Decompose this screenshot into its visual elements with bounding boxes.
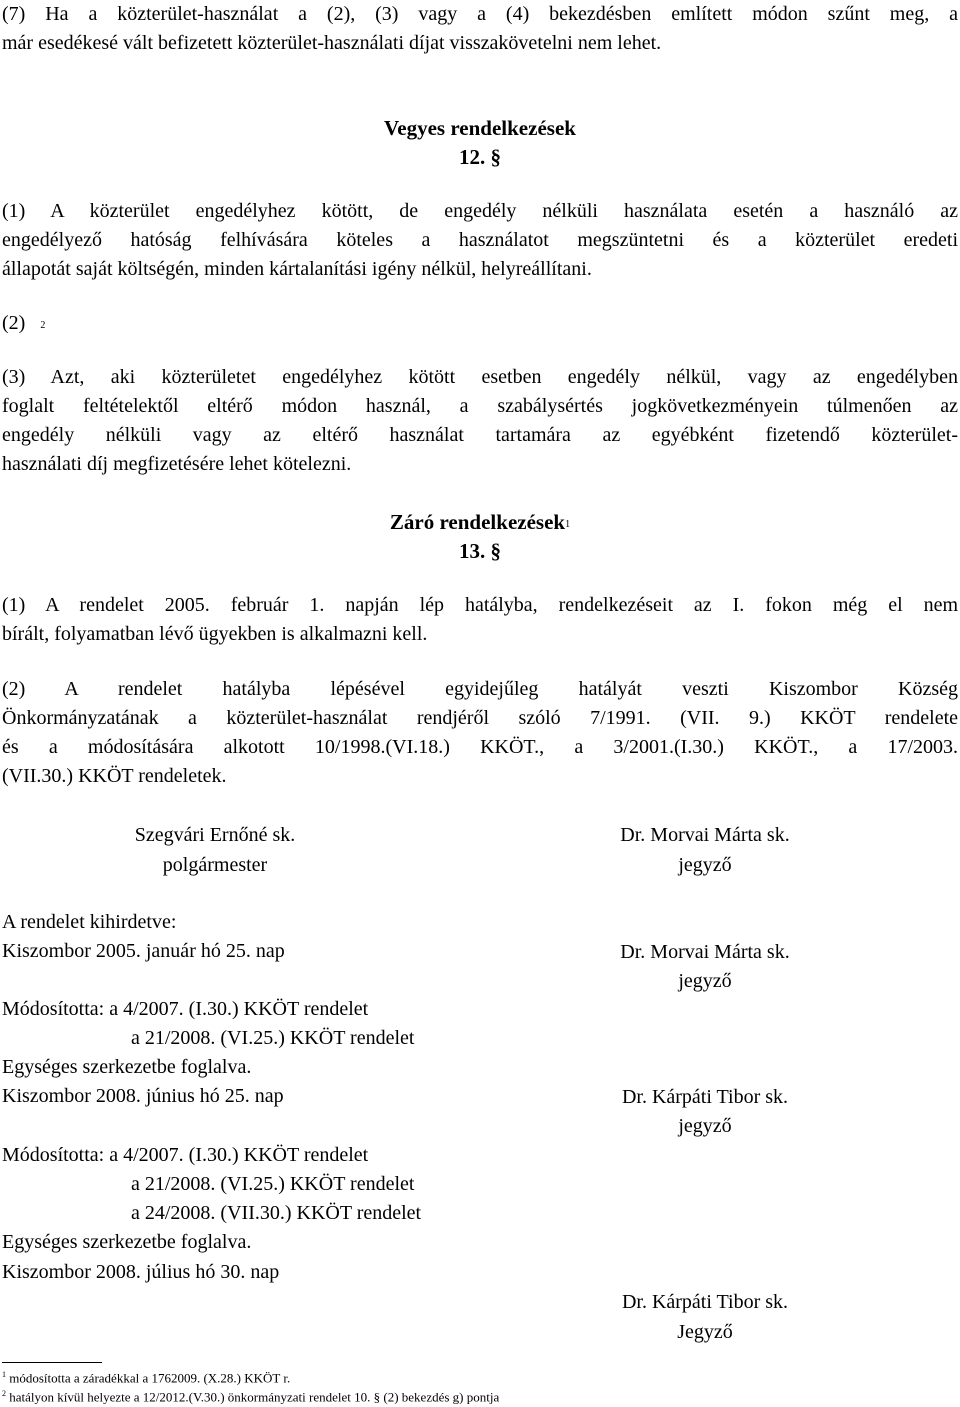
footnote-divider [2, 1362, 102, 1363]
amendment2-line-3: a 24/2008. (VII.30.) KKÖT rendelet [131, 1202, 422, 1224]
amendment2-line-2: a 21/2008. (VI.25.) KKÖT rendelet [131, 1173, 415, 1195]
amendment1-line-3: Egységes szerkezetbe foglalva. [2, 1056, 252, 1078]
s12-p1-line-1: (1) A közterület engedélyhez kötött, de engedély nélküli használata esetén a használó az [2, 200, 958, 222]
footnote-2-text: hatályon kívül helyezte a 12/2012.(V.30.) önkormányzati rendelet 10. § (2) bekezdés g) pontja [9, 1389, 500, 1405]
amendment2-notary-title: Jegyző [677, 1321, 733, 1343]
s13-p2-line-2: Önkormányzatának a közterület-használat rendjéről szóló 7/1991. (VII. 9.) KKÖT rendelete [2, 707, 958, 729]
s13-p1-line-1: (1) A rendelet 2005. február 1. napján lép hatályba, rendelkezéseit az I. fokon még el nem [2, 594, 958, 616]
section-heading-vegyes: Vegyes rendelkezések [384, 116, 576, 140]
notary-title: jegyző [678, 854, 732, 876]
paragraph-7-line-2: már esedékesé vált befizetett közterület-használati díjat visszakövetelni nem lehet. [2, 32, 662, 54]
section-number-12: 12. § [459, 145, 501, 169]
footnote-ref-1: 1 [565, 519, 571, 530]
amendment2-line-1: Módosította: a 4/2007. (I.30.) KKÖT rendelet [2, 1144, 369, 1166]
s13-p2-line-1: (2) A rendelet hatályba lépésével egyidejűleg hatályát veszti Kiszombor Község [2, 678, 958, 700]
s13-p2-line-4: (VII.30.) KKÖT rendeletek. [2, 765, 227, 787]
s13-p1-line-2: bírált, folyamatban lévő ügyekben is alkalmazni kell. [2, 623, 428, 645]
amendment1-notary-title: jegyző [678, 1115, 732, 1137]
amendment1-place-date: Kiszombor 2008. június hó 25. nap [2, 1085, 284, 1107]
publication-label: A rendelet kihirdetve: [2, 911, 177, 933]
s12-p1-line-2: engedélyező hatóság felhívására köteles a használatot megszüntetni és a közterület eredeti [2, 229, 958, 251]
paragraph-7-line-1: (7) Ha a közterület-használat a (2), (3) vagy a (4) bekezdésben említett módon szűnt meg, a [2, 3, 958, 25]
amendment2-line-4: Egységes szerkezetbe foglalva. [2, 1231, 252, 1253]
publication-notary-name: Dr. Morvai Márta sk. [620, 941, 790, 963]
section-heading-zaro-text: Záró rendelkezések [389, 510, 566, 534]
s12-p1-line-3: állapotát saját költségén, minden kártalanítási igény nélkül, helyreállítani. [2, 258, 592, 280]
amendment1-line-1: Módosította: a 4/2007. (I.30.) KKÖT rendelet [2, 998, 369, 1020]
s12-p3-line-1: (3) Azt, aki közterületet engedélyhez kötött esetben engedély nélkül, vagy az engedélyben [2, 366, 958, 388]
amendment1-notary-name: Dr. Kárpáti Tibor sk. [621, 1086, 789, 1108]
s12-p3-line-4: használati díj megfizetésére lehet kötelezni. [2, 453, 352, 475]
section-heading-zaro [0, 508, 960, 537]
footnote-1-text: módosította a záradékkal a 1762009. (X.28.) KKÖT r. [9, 1370, 291, 1386]
s12-p3-line-3: engedély nélküli vagy az eltérő használat tartamára az egyébként fizetendő közterület- [2, 424, 958, 446]
amendment1-line-2: a 21/2008. (VI.25.) KKÖT rendelet [131, 1027, 415, 1049]
footnote-1-mark: 1 [2, 1370, 6, 1379]
notary-name: Dr. Morvai Márta sk. [620, 824, 790, 846]
publication-notary-title: jegyző [678, 970, 732, 992]
s12-p3-line-2: foglalt feltételektől eltérő módon használ, a szabálysértés jogkövetkezményein túlmenően az [2, 395, 958, 417]
amendment2-place-date: Kiszombor 2008. július hó 30. nap [2, 1261, 280, 1283]
footnote-2 [2, 1385, 499, 1406]
s12-p2-label: (2) [2, 312, 26, 334]
mayor-name: Szegvári Ernőné sk. [134, 824, 296, 846]
footnote-2-mark: 2 [2, 1389, 6, 1398]
footnote-ref-2: 2 [40, 320, 46, 331]
section-number-13: 13. § [459, 539, 501, 563]
publication-place-date: Kiszombor 2005. január hó 25. nap [2, 940, 285, 962]
amendment2-notary-name: Dr. Kárpáti Tibor sk. [621, 1291, 789, 1313]
s13-p2-line-3: és a módosítására alkotott 10/1998.(VI.18.) KKÖT., a 3/2001.(I.30.) KKÖT., a 17/2003. [2, 736, 958, 758]
mayor-title: polgármester [162, 854, 268, 876]
s12-p2 [2, 309, 45, 338]
